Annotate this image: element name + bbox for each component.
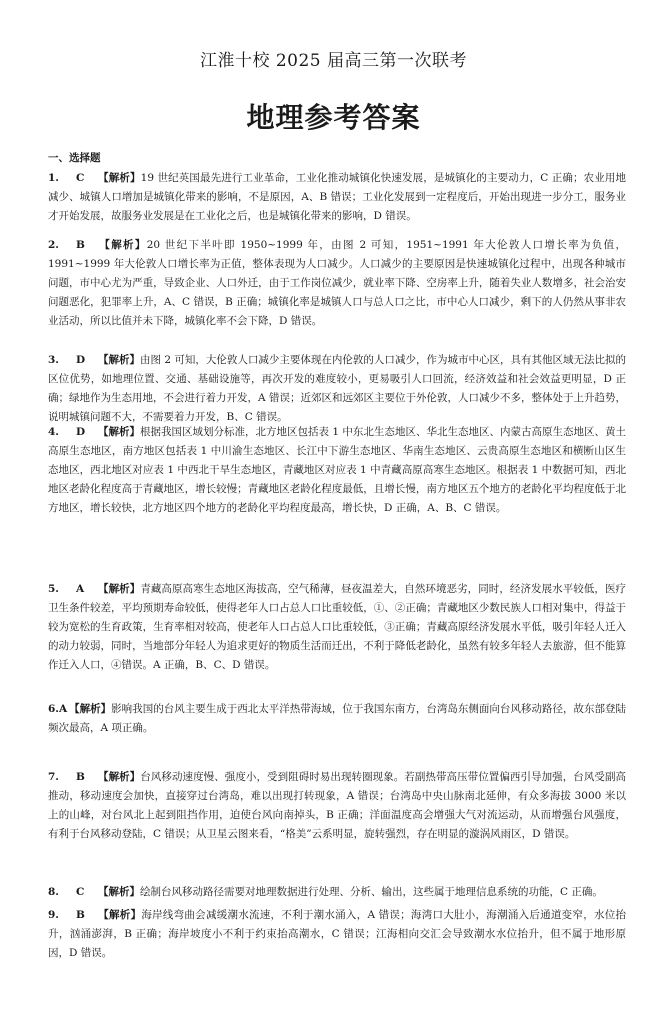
question-9 [48, 906, 626, 963]
question-answer: B [76, 909, 85, 921]
question-number: 7. [48, 771, 59, 783]
analysis-text: 由图 2 可知，大伦敦人口减少主要体现在内伦敦的人口减少，作为城市中心区，具有其他区域无法比拟的区位优势，如地理位置、交通、基础设施等，再次开发的难度较小，更易吸引人口回流，经济效益和社会效益更明显，D 正确；绿地作为生态用地，不会进行着力开发，A 错误；近郊区和远郊区主要位于外伦敦，人口减少不多，整体处于上升趋势，说明城镇问题不大，不需要着力开发，B、C 错误。 [48, 354, 626, 423]
document-title: 地理参考答案 [246, 101, 421, 134]
exam-title: 江淮十校 2025 届高三第一次联考 [199, 51, 468, 71]
analysis-tag: 【解析】 [98, 239, 147, 251]
question-number: 8. [48, 886, 59, 898]
analysis-text: 台风移动速度慢、强度小，受到阻碍时易出现转圈现象。若副热带高压带位置偏西引导加强，台风受副高推动，移动速度会加快，直接穿过台湾岛，难以出现打转现象，A 错误；台湾岛中央山脉南北延伸，有众多海拔 3000 米以上的山峰，对台风北上起到阻挡作用，迫使台风向南掉头，B 正确；洋面温度高会增强大气对流运动，从而增强台风强度，有利于台风移动登陆，C 错误；从卫星云图来看，“格美”云系明显，旋转强烈，存在明显的漩涡风雨区，D 错误。 [48, 771, 627, 840]
question-3 [48, 351, 626, 427]
question-answer: A [58, 703, 68, 715]
analysis-tag: 【解析】 [69, 703, 112, 715]
question-answer: C [76, 172, 85, 184]
analysis-text: 20 世纪下半叶即 1950~1999 年，由图 2 可知，1951~1991 年大伦敦人口增长率为负值，1991~1999 年大伦敦人口增长率为正值，整体表现为人口减少。人口减少的主要原因是快速城镇化过程中，出现各种城市问题，市中心尤为严重，导致企业、人口外迁，由于工作岗位减少，就业率下降、空房率上升，随着失业人数增多，社会治安问题恶化，犯罪率上升，A、C 错误，B 正确；城镇化率是城镇人口与总人口之比，市中心人口减少，剩下的人仍然从事非农业活动，所以比值并未下降，城镇化率不会下降，D 错误。 [48, 239, 626, 327]
question-4 [48, 423, 626, 518]
question-answer: B [76, 239, 85, 251]
analysis-text: 绘制台风移动路径需要对地理数据进行处理、分析、输出，这些属于地理信息系统的功能，C 正确。 [140, 886, 603, 898]
analysis-tag: 【解析】 [98, 583, 141, 595]
question-number: 4. [48, 426, 59, 438]
analysis-text: 海岸线弯曲会减缓潮水流速，不利于潮水涌入，A 错误；海湾口大肚小，海潮涌入后通道变窄，水位抬升，汹涌澎湃，B 正确；海岸坡度小不利于约束抬高潮水，C 错误；江海相向交汇会导致潮水水位抬升，但不属于地形原因，D 错误。 [48, 909, 627, 959]
section-heading: 一、选择题 [48, 152, 101, 164]
question-answer: C [76, 886, 85, 898]
question-number: 9. [48, 909, 59, 921]
analysis-tag: 【解析】 [98, 172, 141, 184]
analysis-text: 19 世纪英国最先进行工业革命，工业化推动城镇化快速发展，是城镇化的主要动力，C 正确；农业用地减少、城镇人口增加是城镇化带来的影响，不是原因，A、B 错误；工业化发展到一定程度后，开始出现进一步分工，服务业才开始发展，故服务业发展是在工业化之后，也是城镇化带来的影响，D 错误。 [48, 172, 626, 222]
analysis-tag: 【解析】 [98, 771, 141, 783]
analysis-tag: 【解析】 [98, 426, 141, 438]
question-2 [48, 236, 626, 331]
question-number: 2. [48, 239, 59, 251]
analysis-text: 青藏高原高寒生态地区海拔高，空气稀薄，昼夜温差大，自然环境恶劣，同时，经济发展水平较低，医疗卫生条件较差，平均预期寿命较低，使得老年人口占总人口比重较低，①、②正确；青藏地区少数民族人口相对集中，得益于较为宽松的生育政策，生育率相对较高，使老年人口占总人口比重较低，③正确；青藏高原经济发展水平低，吸引年轻人迁入的动力较弱，同时，当地部分年轻人为追求更好的物质生活而迁出，不利于降低老龄化，虽然有较多年轻人去旅游，但不能算作迁入人口，④错误。A 正确，B、C、D 错误。 [48, 583, 627, 671]
analysis-tag: 【解析】 [98, 886, 140, 898]
question-6 [48, 700, 626, 738]
question-number: 3. [48, 354, 59, 366]
analysis-text: 根据我国区域划分标准，北方地区包括表 1 中东北生态地区、华北生态地区、内蒙古高原生态地区、黄土高原生态地区，南方地区包括表 1 中川渝生态地区、长江中下游生态地区、华南生态地区、云贵高原生态地区和横断山区生态地区，西北地区对应表 1 中西北干旱生态地区，青藏地区对应表 1 中青藏高原高寒生态地区。根据表 1 中数据可知，西北地区老龄化程度高于青藏地区，增长较慢；青藏地区老龄化程度最低，且增长慢，南方地区五个地方的老龄化平均程度低于北方地区，增长较快，北方地区四个地方的老龄化平均程度最高，增长快，D 正确，A、B、C 错误。 [48, 426, 626, 514]
question-1 [48, 169, 626, 226]
question-number: 6. [48, 703, 59, 715]
question-5 [48, 580, 626, 675]
question-answer: B [76, 771, 85, 783]
question-answer: D [76, 354, 86, 366]
analysis-tag: 【解析】 [98, 354, 141, 366]
question-number: 1. [48, 172, 59, 184]
question-number: 5. [48, 583, 59, 595]
question-7 [48, 768, 626, 844]
question-answer: D [76, 426, 86, 438]
question-answer: A [76, 583, 85, 595]
question-8 [48, 883, 626, 902]
analysis-text: 影响我国的台风主要生成于西北太平洋热带海域，位于我国东南方，台湾岛东侧面向台风移动路径，故东部登陆频次最高，A 项正确。 [48, 703, 627, 734]
analysis-tag: 【解析】 [98, 909, 142, 921]
